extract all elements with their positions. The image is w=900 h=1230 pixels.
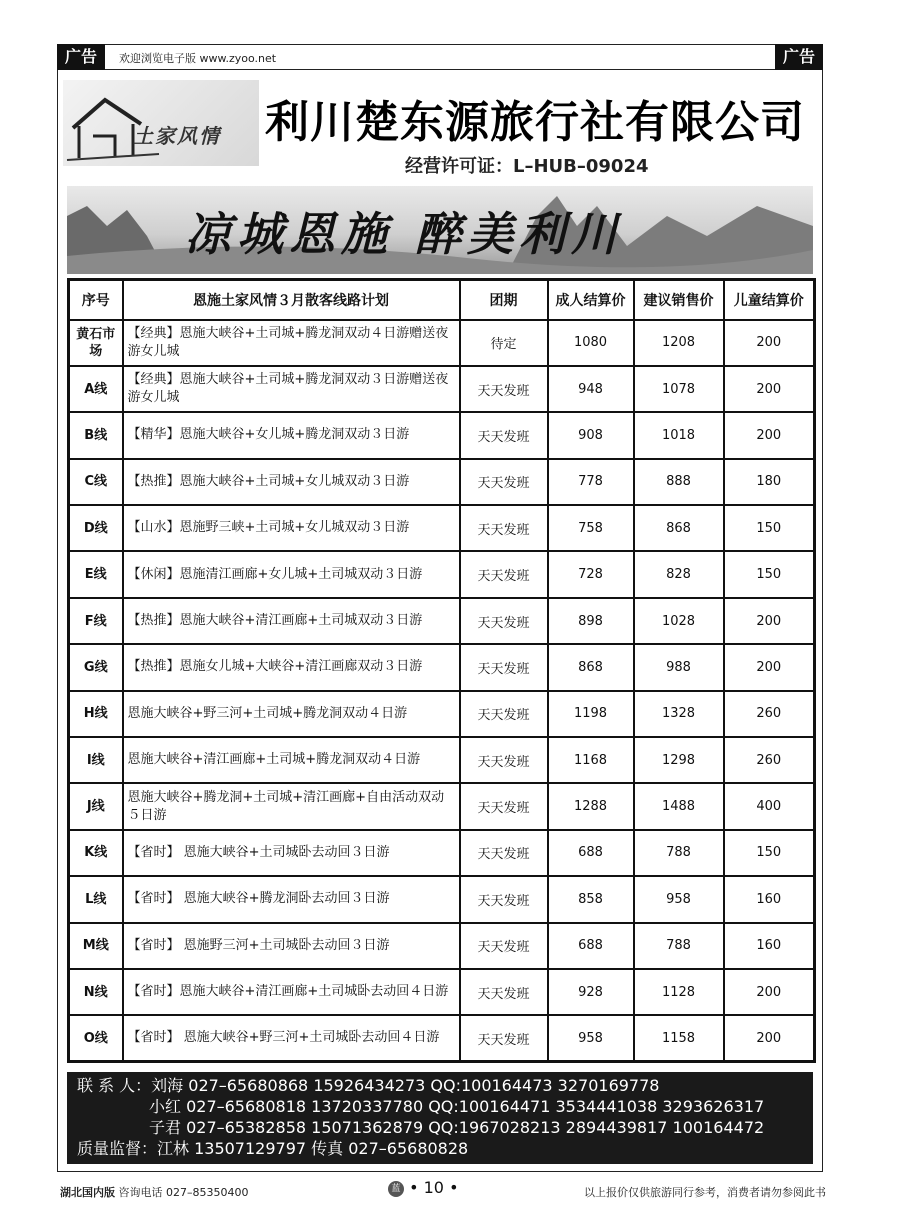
adult-price: 868 xyxy=(548,644,634,690)
table-row xyxy=(69,923,815,969)
table-row xyxy=(69,644,815,690)
route-code: D线 xyxy=(69,505,123,551)
route-description: 【休闲】恩施清江画廊+女儿城+土司城双动３日游 xyxy=(123,551,460,597)
route-departure: 天天发班 xyxy=(460,969,548,1015)
page-number-area xyxy=(388,1178,459,1197)
route-departure: 天天发班 xyxy=(460,830,548,876)
route-code: C线 xyxy=(69,459,123,505)
col-header-retail-price: 建议销售价 xyxy=(634,280,724,320)
retail-price: 788 xyxy=(634,830,724,876)
retail-price: 788 xyxy=(634,923,724,969)
adult-price: 688 xyxy=(548,923,634,969)
child-price: 180 xyxy=(724,459,815,505)
table-row xyxy=(69,598,815,644)
child-price: 160 xyxy=(724,876,815,922)
retail-price: 1128 xyxy=(634,969,724,1015)
table-row xyxy=(69,320,815,366)
table-row xyxy=(69,969,815,1015)
child-price: 200 xyxy=(724,1015,815,1061)
route-code: F线 xyxy=(69,598,123,644)
footer-edition xyxy=(60,1184,248,1200)
company-header xyxy=(57,70,823,190)
route-code: G线 xyxy=(69,644,123,690)
route-code: E线 xyxy=(69,551,123,597)
retail-price: 1158 xyxy=(634,1015,724,1061)
adult-price: 908 xyxy=(548,412,634,458)
route-code: N线 xyxy=(69,969,123,1015)
retail-price: 828 xyxy=(634,551,724,597)
child-price: 260 xyxy=(724,737,815,783)
child-price: 400 xyxy=(724,783,815,829)
route-departure: 天天发班 xyxy=(460,412,548,458)
route-departure: 天天发班 xyxy=(460,691,548,737)
table-row xyxy=(69,412,815,458)
route-code: A线 xyxy=(69,366,123,412)
route-description: 【热推】恩施大峡谷+土司城+女儿城双动３日游 xyxy=(123,459,460,505)
logo-text: 土家风情 xyxy=(133,124,221,148)
route-departure: 天天发班 xyxy=(460,876,548,922)
table-row xyxy=(69,1015,815,1061)
logo xyxy=(63,80,259,166)
table-row xyxy=(69,505,815,551)
route-code: J线 xyxy=(69,783,123,829)
route-description: 【山水】恩施野三峡+土司城+女儿城双动３日游 xyxy=(123,505,460,551)
adult-price: 778 xyxy=(548,459,634,505)
child-price: 160 xyxy=(724,923,815,969)
ad-tag-right: 广告 xyxy=(775,44,823,70)
route-code: L线 xyxy=(69,876,123,922)
retail-price: 1328 xyxy=(634,691,724,737)
adult-price: 1168 xyxy=(548,737,634,783)
route-description: 【省时】 恩施大峡谷+腾龙洞卧去动回３日游 xyxy=(123,876,460,922)
table-row xyxy=(69,366,815,412)
table-row xyxy=(69,691,815,737)
adult-price: 958 xyxy=(548,1015,634,1061)
table-row xyxy=(69,551,815,597)
edition-label: 湖北国内版 xyxy=(60,1186,115,1199)
retail-price: 988 xyxy=(634,644,724,690)
company-name: 利川楚东源旅行社有限公司 xyxy=(265,97,805,148)
route-departure: 天天发班 xyxy=(460,1015,548,1061)
child-price: 200 xyxy=(724,320,815,366)
retail-price: 1488 xyxy=(634,783,724,829)
route-description: 【省时】 恩施大峡谷+野三河+土司城卧去动回４日游 xyxy=(123,1015,460,1061)
contact-line-zijun: 子君 027–65382858 15071362879 QQ:1967028213 2894439817 100164472 xyxy=(149,1118,765,1137)
route-departure: 天天发班 xyxy=(460,551,548,597)
adult-price: 1080 xyxy=(548,320,634,366)
hotline: 咨询电话 027–85350400 xyxy=(118,1186,249,1199)
child-price: 150 xyxy=(724,830,815,876)
ad-tag-left: 广告 xyxy=(57,44,105,70)
route-code: M线 xyxy=(69,923,123,969)
route-code: O线 xyxy=(69,1015,123,1061)
table-row xyxy=(69,876,815,922)
retail-price: 1208 xyxy=(634,320,724,366)
contact-line-liuhai: 联 系 人：刘海 027–65680868 15926434273 QQ:100164473 3270169778 xyxy=(77,1076,660,1095)
route-description: 恩施大峡谷+野三河+土司城+腾龙洞双动４日游 xyxy=(123,691,460,737)
route-departure: 天天发班 xyxy=(460,505,548,551)
adult-price: 898 xyxy=(548,598,634,644)
page-badge-icon: 蓝 xyxy=(388,1181,404,1197)
retail-price: 1018 xyxy=(634,412,724,458)
route-description: 恩施大峡谷+清江画廊+土司城+腾龙洞双动４日游 xyxy=(123,737,460,783)
child-price: 150 xyxy=(724,551,815,597)
col-header-adult-price: 成人结算价 xyxy=(548,280,634,320)
top-bar xyxy=(57,44,823,70)
route-departure: 天天发班 xyxy=(460,644,548,690)
adult-price: 1198 xyxy=(548,691,634,737)
table-row xyxy=(69,459,815,505)
route-code: B线 xyxy=(69,412,123,458)
contact-panel xyxy=(67,1072,813,1164)
banner xyxy=(67,186,813,274)
adult-price: 728 xyxy=(548,551,634,597)
license-number: 经营许可证：L–HUB–09024 xyxy=(405,156,649,177)
retail-price: 1298 xyxy=(634,737,724,783)
route-description: 【经典】恩施大峡谷+土司城+腾龙洞双动３日游赠送夜游女儿城 xyxy=(123,366,460,412)
retail-price: 958 xyxy=(634,876,724,922)
route-code: H线 xyxy=(69,691,123,737)
table-row xyxy=(69,783,815,829)
route-code: K线 xyxy=(69,830,123,876)
table-header-row xyxy=(69,280,815,320)
retail-price: 1078 xyxy=(634,366,724,412)
route-departure: 待定 xyxy=(460,320,548,366)
child-price: 150 xyxy=(724,505,815,551)
footer-note: 以上报价仅供旅游同行参考，消费者请勿参阅此书 xyxy=(584,1186,826,1199)
route-description: 恩施大峡谷+腾龙洞+土司城+清江画廊+自由活动双动５日游 xyxy=(123,783,460,829)
route-description: 【精华】恩施大峡谷+女儿城+腾龙洞双动３日游 xyxy=(123,412,460,458)
adult-price: 1288 xyxy=(548,783,634,829)
route-code: 黄石市场 xyxy=(69,320,123,366)
welcome-text: 欢迎浏览电子版 www.zyoo.net xyxy=(119,52,277,65)
table-row xyxy=(69,737,815,783)
quality-supervision-line: 质量监督：江林 13507129797 传真 027–65680828 xyxy=(77,1139,469,1158)
route-description: 【省时】 恩施野三河+土司城卧去动回３日游 xyxy=(123,923,460,969)
adult-price: 928 xyxy=(548,969,634,1015)
route-departure: 天天发班 xyxy=(460,783,548,829)
table-row xyxy=(69,830,815,876)
retail-price: 1028 xyxy=(634,598,724,644)
contact-line-xiaohong: 小红 027–65680818 13720337780 QQ:100164471 3534441038 3293626317 xyxy=(149,1097,765,1116)
child-price: 200 xyxy=(724,598,815,644)
child-price: 200 xyxy=(724,644,815,690)
child-price: 200 xyxy=(724,366,815,412)
route-departure: 天天发班 xyxy=(460,923,548,969)
route-departure: 天天发班 xyxy=(460,366,548,412)
col-header-route: 恩施土家风情３月散客线路计划 xyxy=(123,280,460,320)
route-departure: 天天发班 xyxy=(460,598,548,644)
adult-price: 688 xyxy=(548,830,634,876)
page-number: • 10 • xyxy=(409,1178,459,1197)
route-departure: 天天发班 xyxy=(460,737,548,783)
child-price: 200 xyxy=(724,412,815,458)
retail-price: 888 xyxy=(634,459,724,505)
route-description: 【热推】恩施女儿城+大峡谷+清江画廊双动３日游 xyxy=(123,644,460,690)
child-price: 260 xyxy=(724,691,815,737)
adult-price: 948 xyxy=(548,366,634,412)
route-description: 【省时】恩施大峡谷+清江画廊+土司城卧去动回４日游 xyxy=(123,969,460,1015)
banner-slogan: 凉城恩施 醉美利川 xyxy=(185,207,624,261)
col-header-date: 团期 xyxy=(460,280,548,320)
adult-price: 758 xyxy=(548,505,634,551)
adult-price: 858 xyxy=(548,876,634,922)
col-header-code: 序号 xyxy=(69,280,123,320)
route-departure: 天天发班 xyxy=(460,459,548,505)
col-header-child-price: 儿童结算价 xyxy=(724,280,815,320)
route-description: 【热推】恩施大峡谷+清江画廊+土司城双动３日游 xyxy=(123,598,460,644)
route-description: 【经典】恩施大峡谷+土司城+腾龙洞双动４日游赠送夜游女儿城 xyxy=(123,320,460,366)
route-price-table xyxy=(67,278,816,1063)
route-code: I线 xyxy=(69,737,123,783)
child-price: 200 xyxy=(724,969,815,1015)
retail-price: 868 xyxy=(634,505,724,551)
route-description: 【省时】 恩施大峡谷+土司城卧去动回３日游 xyxy=(123,830,460,876)
